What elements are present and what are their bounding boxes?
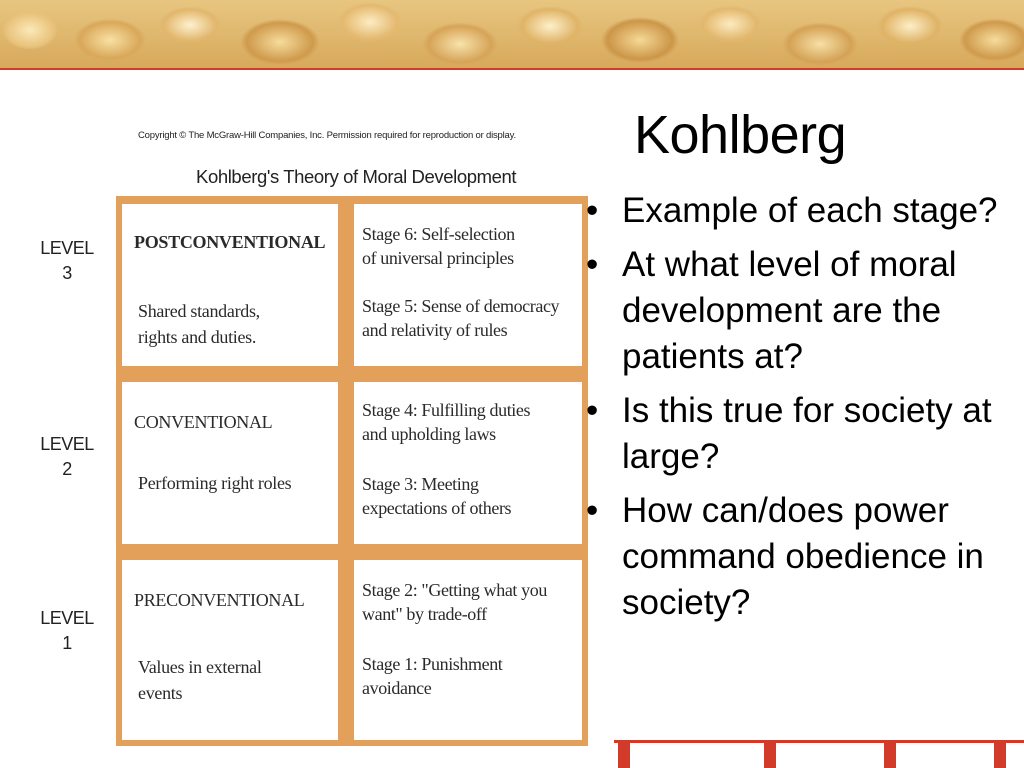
stage-5-line: Stage 5: Sense of democracy <box>362 296 560 316</box>
bullet-list <box>586 188 1016 634</box>
level-divider <box>116 366 588 382</box>
level-3-label <box>32 236 102 286</box>
level-divider <box>116 544 588 560</box>
level-1-stages-box <box>354 560 582 740</box>
level-1-label-word: LEVEL <box>40 608 94 628</box>
level-2-label-number: 2 <box>62 459 72 479</box>
stage-4-line: Stage 4: Fulfilling duties <box>362 400 531 420</box>
level-1-description-line: events <box>138 683 183 703</box>
header-divider-line <box>0 68 1024 70</box>
stage-2-text <box>362 578 576 626</box>
level-2-stages-box <box>354 382 582 544</box>
level-2-description <box>138 470 291 496</box>
footer-stripe <box>618 743 630 768</box>
stage-1-text <box>362 652 576 700</box>
level-3-description-line: Shared standards, <box>138 301 260 321</box>
level-3-description-line: rights and duties. <box>138 327 257 347</box>
stage-6-text <box>362 222 576 270</box>
bullet-dot-icon: • <box>586 491 599 530</box>
figure-title: Kohlberg's Theory of Moral Development <box>196 166 517 187</box>
stage-1-line: avoidance <box>362 678 432 698</box>
level-1-label-number: 1 <box>62 633 72 653</box>
bullet-text: Example of each stage? <box>622 191 998 230</box>
level-2-label-word: LEVEL <box>40 434 94 454</box>
stage-1-line: Stage 1: Punishment <box>362 654 503 674</box>
stage-2-line: want" by trade-off <box>362 604 487 624</box>
bullet-text: How can/does power command obedience in society? <box>622 491 984 622</box>
figure-copyright: Copyright © The McGraw-Hill Companies, Inc. Permission required for reproduction or display. <box>138 130 516 141</box>
footer-stripe <box>994 743 1006 768</box>
bullet-item <box>586 388 1016 480</box>
bullet-dot-icon: • <box>586 191 599 230</box>
level-3-label-word: LEVEL <box>40 238 94 258</box>
level-3-description <box>138 298 260 350</box>
level-1-box <box>122 560 338 740</box>
level-1-name: PRECONVENTIONAL <box>134 590 305 610</box>
stage-6-line: Stage 6: Self-selection <box>362 224 515 244</box>
level-3-box <box>122 204 338 366</box>
popcorn-header-banner <box>0 0 1024 68</box>
bullet-text: Is this true for society at large? <box>622 391 992 476</box>
stage-5-line: and relativity of rules <box>362 320 508 340</box>
bullet-text: At what level of moral development are the patients at? <box>622 245 957 376</box>
level-2-label <box>32 432 102 482</box>
stage-2-line: Stage 2: "Getting what you <box>362 580 547 600</box>
level-3-label-number: 3 <box>62 263 72 283</box>
bullet-item <box>586 188 1016 234</box>
level-1-description-line: Values in external <box>138 657 262 677</box>
bullet-item <box>586 242 1016 380</box>
moral-development-chart <box>116 196 588 746</box>
footer-stripe <box>764 743 776 768</box>
kohlberg-figure <box>10 118 600 748</box>
level-2-box <box>122 382 338 544</box>
level-1-description <box>138 654 262 706</box>
stage-4-line: and upholding laws <box>362 424 496 444</box>
stage-4-text <box>362 398 576 446</box>
stage-3-line: expectations of others <box>362 498 512 518</box>
stage-3-line: Stage 3: Meeting <box>362 474 479 494</box>
level-2-name: CONVENTIONAL <box>134 412 273 432</box>
level-2-description-line: Performing right roles <box>138 473 292 493</box>
level-1-label <box>32 606 102 656</box>
bullet-item <box>586 488 1016 626</box>
footer-stripe <box>884 743 896 768</box>
level-3-name: POSTCONVENTIONAL <box>134 232 326 252</box>
stage-6-line: of universal principles <box>362 248 514 268</box>
bullet-dot-icon: • <box>586 391 599 430</box>
footer-decoration <box>614 740 1024 768</box>
slide-title: Kohlberg <box>634 105 847 165</box>
bullet-dot-icon: • <box>586 245 599 284</box>
level-3-stages-box <box>354 204 582 366</box>
stage-3-text <box>362 472 576 520</box>
stage-5-text <box>362 294 576 342</box>
